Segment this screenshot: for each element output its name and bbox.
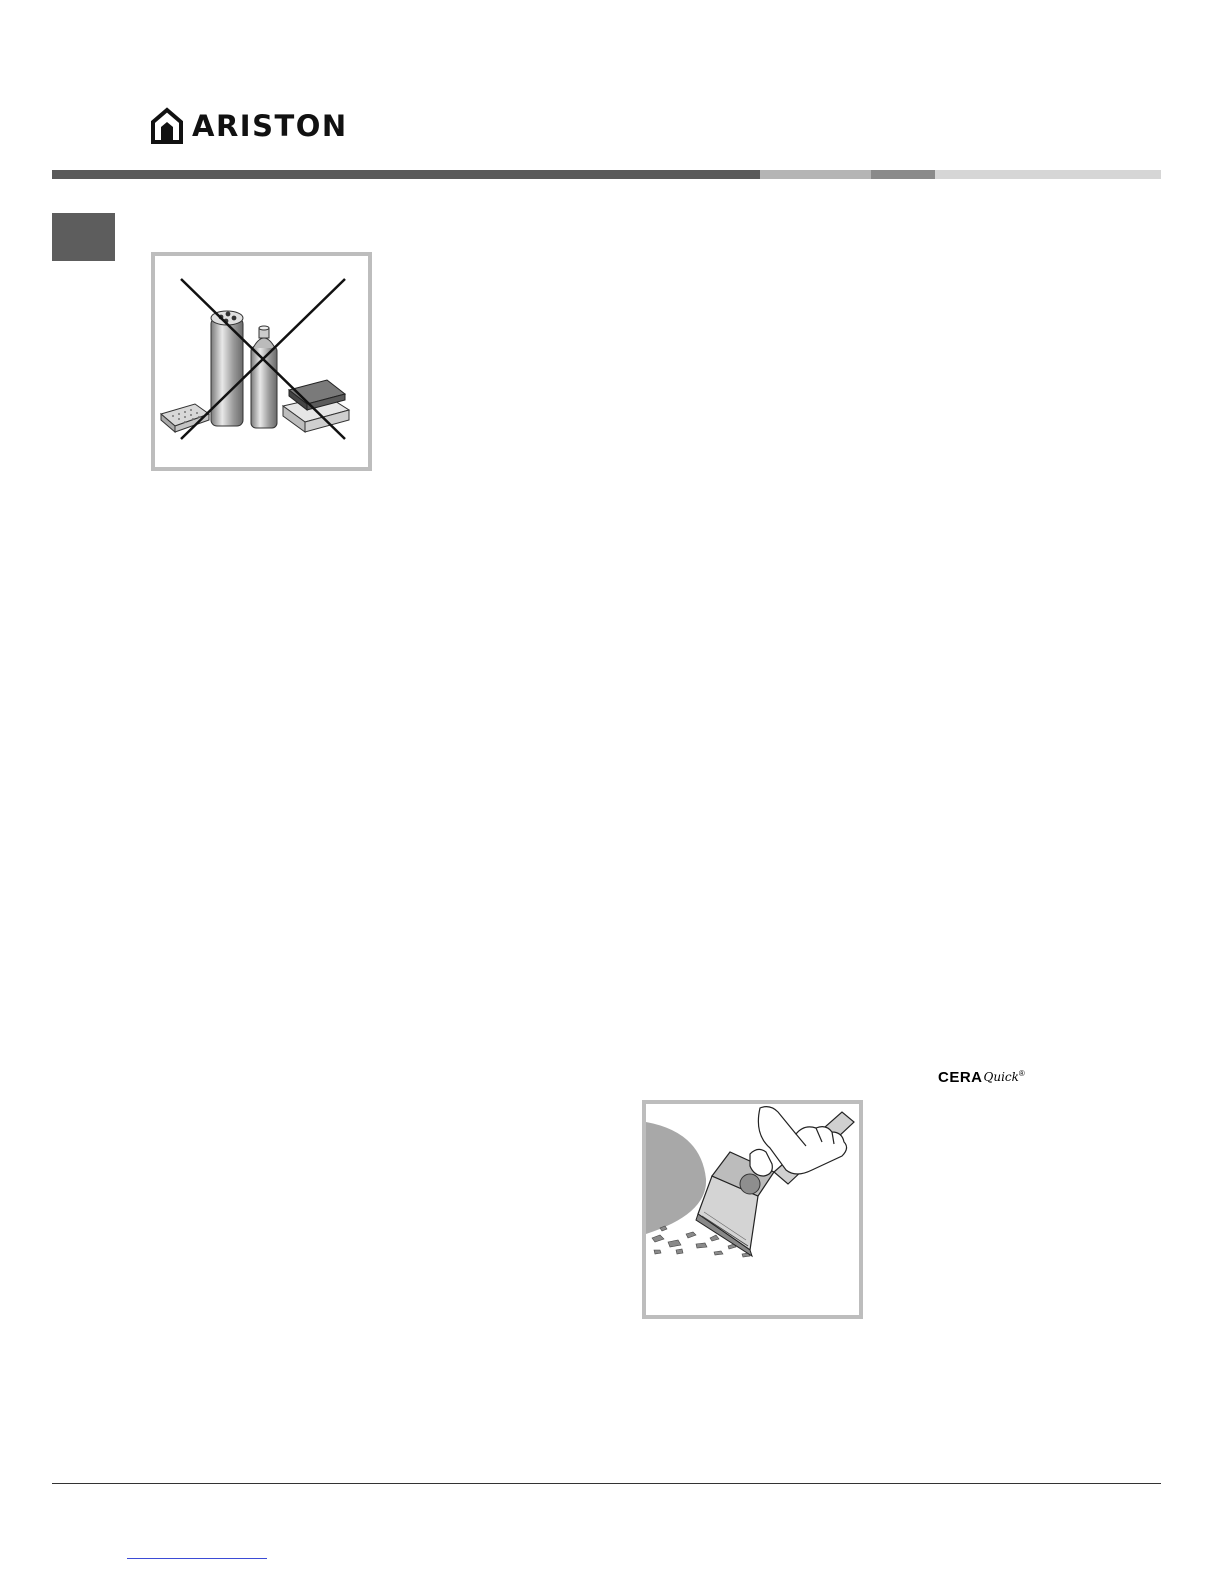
ariston-logo [150, 106, 348, 146]
header-bar [52, 170, 1161, 179]
powder-can-icon [211, 311, 243, 426]
prohibited-cleaning-products-illustration [155, 256, 368, 467]
ceraquick-logo [938, 1066, 1025, 1088]
footer-link-underline[interactable] [127, 1558, 267, 1559]
registered-mark: ® [1018, 1069, 1025, 1078]
brand-name: ARISTON [192, 109, 348, 143]
header-bar-segment [935, 170, 1161, 179]
scraper-figure [642, 1100, 863, 1319]
hand-icon [750, 1107, 847, 1176]
spray-can-icon [251, 326, 277, 428]
footer-rule [52, 1483, 1161, 1484]
brand-mark-quick: Quick [983, 1070, 1019, 1084]
glass-ceramic-scraper-illustration [646, 1104, 859, 1315]
header-bar-segment [871, 170, 935, 179]
brand-mark-cera: CERA [938, 1068, 983, 1086]
prohibited-products-figure [151, 252, 372, 471]
header-bar-segment [52, 170, 760, 179]
header-bar-segment [760, 170, 871, 179]
house-icon [150, 107, 184, 145]
section-tab [52, 213, 115, 261]
